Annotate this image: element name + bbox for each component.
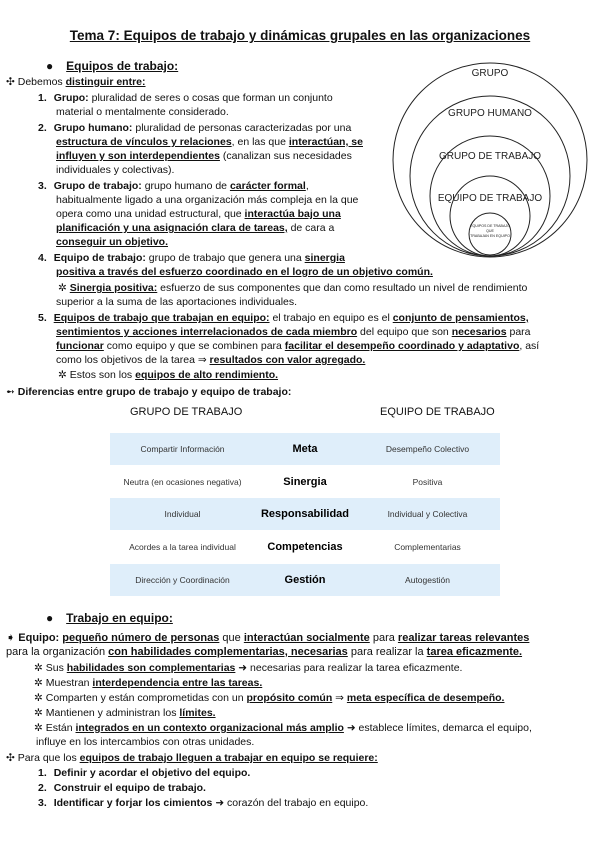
- star-icon: ✲: [58, 369, 67, 381]
- item-emph: resultados con valor agregado.: [209, 354, 366, 366]
- item-term: Equipos de trabajo que trabajan en equipo:: [53, 312, 270, 324]
- item-number: 3.: [38, 180, 47, 192]
- trait-line-3: [34, 692, 504, 705]
- comparison-row: [110, 466, 500, 498]
- definition-text: para la organización: [6, 646, 109, 658]
- requirement-item-text: Definir y acordar el objetivo del equipo.: [53, 767, 251, 779]
- trait-line-2: [34, 677, 262, 690]
- requirement-emph: equipos de trabajo lleguen a trabajar en equipo se requiere:: [79, 752, 378, 764]
- item-text: el trabajo en equipo es el: [269, 312, 393, 324]
- item-emph: conseguir un objetivo.: [56, 236, 169, 248]
- comparison-right-cell: Desempeño Colectivo: [385, 444, 470, 454]
- trait-emph: límites.: [179, 707, 216, 719]
- item-text: , en las que: [231, 136, 289, 148]
- item-3-line-1: [38, 180, 309, 193]
- trait-line-5b: influye en los intercambios con otras unidades.: [36, 736, 255, 748]
- trait-text: ➜ necesarias para realizar la tarea eficazmente.: [235, 662, 463, 674]
- item-text: pluralidad de personas caracterizadas por una: [132, 122, 352, 134]
- circle-label-grupo-humano: GRUPO HUMANO: [448, 108, 532, 119]
- intro-emph: distinguir entre:: [65, 76, 146, 88]
- item-term: Grupo de trabajo:: [53, 180, 142, 192]
- requirement-item-1: [38, 767, 250, 780]
- section2-heading: Trabajo en equipo:: [66, 611, 173, 625]
- requirement-number: 3.: [38, 797, 47, 809]
- comparison-left-cell: Compartir Información: [140, 444, 225, 454]
- cross-bullet-icon: ✣: [6, 76, 15, 88]
- bullet-icon: ●: [46, 611, 54, 625]
- comparison-col-right: EQUIPO DE TRABAJO: [380, 406, 495, 418]
- star-icon: ✲: [34, 722, 43, 734]
- definition-term: Equipo:: [18, 632, 60, 644]
- comparison-mid-cell: Meta: [292, 443, 318, 455]
- trait-emph: interdependencia entre las tareas.: [92, 677, 263, 689]
- comparison-right-cell: Individual y Colectiva: [387, 509, 468, 519]
- item-term: Equipo de trabajo:: [53, 252, 146, 264]
- section-heading-equipos: [46, 60, 178, 74]
- definition-text: para: [369, 632, 398, 644]
- trait-emph: meta específica de desempeño.: [346, 692, 505, 704]
- item-5-line-3: [56, 340, 539, 353]
- intro-line: [6, 76, 146, 89]
- item-4-line-1: [38, 252, 345, 265]
- concentric-circles-diagram: [390, 52, 590, 268]
- item-emph: carácter formal: [229, 180, 306, 192]
- star-icon: ✲: [34, 662, 43, 674]
- section1-heading: Equipos de trabajo:: [66, 59, 179, 73]
- item-text: como los objetivos de la tarea ⇒: [56, 354, 210, 366]
- trait-text: Muestran: [45, 677, 93, 689]
- circle-label-inner-2: QUE: [486, 229, 494, 233]
- comparison-right-cell: Autogestión: [405, 575, 450, 585]
- item-emph: Sinergia positiva:: [69, 282, 158, 294]
- item-text: esfuerzo de sus componentes que dan como resultado un nivel de rendimiento: [157, 282, 528, 294]
- item-emph: interactúan, se: [288, 136, 363, 148]
- item-emph: equipos de alto rendimiento.: [135, 369, 279, 381]
- item-emph: influyen y son interdependientes: [56, 150, 220, 162]
- definition-text: que: [219, 632, 244, 644]
- trait-emph: habilidades son complementarias: [66, 662, 236, 674]
- requirement-text: Para que los: [17, 752, 80, 764]
- comparison-right-cell: Positiva: [412, 477, 443, 487]
- item-number: 4.: [38, 252, 47, 264]
- item-5-line-2: [56, 326, 531, 339]
- comparison-row: [110, 564, 500, 596]
- item-emph: facilitar el desempeño coordinado y adaptativo: [284, 340, 520, 352]
- trait-text: ⇒: [332, 692, 347, 704]
- circle-label-grupo-trabajo: GRUPO DE TRABAJO: [438, 151, 542, 162]
- requirement-item-2: [38, 782, 206, 795]
- item-1-line-1: [38, 92, 333, 105]
- definition-emph: interactúan socialmente: [243, 632, 370, 644]
- cross-bullet-icon: ✣: [6, 752, 15, 764]
- definition-emph: tarea eficazmente.: [426, 646, 523, 658]
- equipo-definition-line-1: [6, 632, 529, 645]
- trait-line-4: [34, 707, 216, 720]
- trait-emph: integrados en un contexto organizacional más amplio: [75, 722, 344, 734]
- item-3-line-2: habitualmente ligado a una organización más compleja en la que: [56, 194, 359, 206]
- item-text: grupo humano de: [141, 180, 230, 192]
- circle-label-grupo: GRUPO: [471, 68, 509, 79]
- item-text: de cara a: [287, 222, 335, 234]
- item-emph: planificación y una asignación clara de tareas,: [56, 222, 288, 234]
- star-icon: ✲: [34, 692, 43, 704]
- item-number: 5.: [38, 312, 47, 324]
- item-text: Estos son los: [69, 369, 136, 381]
- bullet-icon: ●: [46, 59, 54, 73]
- item-term: Grupo:: [53, 92, 89, 104]
- requirement-item-text: Identificar y forjar los cimientos: [53, 797, 213, 809]
- comparison-left-cell: Dirección y Coordinación: [135, 575, 230, 585]
- comparison-row: [110, 498, 500, 530]
- trait-text: Mantienen y administran los: [45, 707, 180, 719]
- comparison-col-left: GRUPO DE TRABAJO: [130, 406, 243, 418]
- item-3-line-4: [56, 222, 334, 235]
- item-2-line-2: [56, 136, 363, 149]
- item-emph: sinergia: [304, 252, 345, 264]
- item-2-line-4: individuales y colectivas).: [56, 164, 175, 176]
- item-emph: sentimientos y acciones interrelacionados de cada miembro: [56, 326, 358, 338]
- definition-text: para realizar la: [347, 646, 427, 658]
- item-4-line-2: [56, 266, 433, 279]
- item-4-sub-line-1: [58, 282, 527, 295]
- item-text: , así: [519, 340, 540, 352]
- requirement-number: 2.: [38, 782, 47, 794]
- trait-text: ➜ establece límites, demarca el equipo,: [343, 722, 532, 734]
- item-5-line-1: [38, 312, 529, 325]
- item-emph: estructura de vínculos y relaciones: [56, 136, 232, 148]
- comparison-left-cell: Acordes a la tarea individual: [129, 542, 236, 552]
- item-emph: funcionar: [56, 340, 104, 352]
- requirement-item-detail: ➜ corazón del trabajo en equipo.: [212, 797, 369, 809]
- trait-text: Están: [45, 722, 76, 734]
- item-text: grupo de trabajo que genera una: [145, 252, 305, 264]
- comparison-right-cell: Complementarias: [394, 542, 461, 552]
- definition-emph: con habilidades complementarias, necesarias: [108, 646, 348, 658]
- comparison-row: [110, 531, 500, 563]
- star-icon: ✲: [34, 707, 43, 719]
- item-number: 1.: [38, 92, 47, 104]
- section-heading-trabajo: [46, 612, 173, 626]
- circle-label-equipo-trabajo: EQUIPO DE TRABAJO: [437, 193, 543, 204]
- comparison-left-cell: Individual: [164, 509, 201, 519]
- requirement-item-text: Construir el equipo de trabajo.: [53, 782, 206, 794]
- definition-emph: realizar tareas relevantes: [397, 632, 530, 644]
- comparison-mid-cell: Competencias: [267, 541, 343, 553]
- item-2-line-3: [56, 150, 352, 163]
- chevron-bullet-icon: ➧: [6, 632, 16, 644]
- item-text: opera como una unidad estructural, que: [56, 208, 245, 220]
- comparison-left-cell: Neutra (en ocasiones negativa): [123, 477, 242, 487]
- item-5-line-4: [56, 354, 365, 367]
- item-text: ,: [305, 180, 309, 192]
- equipo-definition-line-2: [6, 646, 522, 659]
- comparison-row: [110, 433, 500, 465]
- trait-emph: propósito común: [246, 692, 333, 704]
- arrow-icon: ➻: [6, 386, 15, 398]
- item-emph: positiva a través del esfuerzo coordinado en el logro de un objetivo común.: [56, 266, 433, 278]
- item-text: pluralidad de seres o cosas que forman un conjunto: [88, 92, 333, 104]
- trait-line-5: [34, 722, 532, 735]
- item-1-line-2: material o mentalmente considerado.: [56, 106, 229, 118]
- page-title: Tema 7: Equipos de trabajo y dinámicas grupales en las organizaciones: [69, 28, 531, 43]
- star-icon: ✲: [34, 677, 43, 689]
- item-text: del equipo que son: [357, 326, 452, 338]
- item-text: para: [506, 326, 531, 338]
- item-emph: conjunto de pensamientos,: [392, 312, 529, 324]
- item-number: 2.: [38, 122, 47, 134]
- differences-heading: [6, 386, 291, 399]
- requirement-number: 1.: [38, 767, 47, 779]
- comparison-mid-cell: Responsabilidad: [260, 508, 350, 520]
- trait-text: Comparten y están comprometidas con un: [45, 692, 247, 704]
- item-3-line-3: [56, 208, 341, 221]
- item-emph: necesarios: [451, 326, 507, 338]
- differences-text: Diferencias entre grupo de trabajo y equipo de trabajo:: [17, 386, 292, 398]
- requirement-item-3: [38, 797, 368, 810]
- item-4-sub-line-2: superior a la suma de las aportaciones individuales.: [56, 296, 298, 308]
- trait-line-1: [34, 662, 462, 675]
- item-term: Grupo humano:: [53, 122, 133, 134]
- item-text: (canalizan sus necesidades: [219, 150, 352, 162]
- comparison-mid-cell: Gestión: [284, 574, 326, 586]
- star-icon: ✲: [58, 282, 67, 294]
- item-5-sub-line: [58, 369, 278, 382]
- definition-emph: pequeño número de personas: [62, 632, 220, 644]
- comparison-mid-cell: Sinergia: [283, 476, 327, 488]
- circle-label-inner-1: EQUIPOS DE TRABAJO: [470, 224, 510, 228]
- item-2-line-1: [38, 122, 351, 135]
- trait-text: Sus: [45, 662, 67, 674]
- item-emph: interactúa bajo una: [244, 208, 341, 220]
- item-3-line-5: [56, 236, 168, 249]
- circle-label-inner-3: TRABAJAN EN EQUIPO: [470, 234, 510, 238]
- requirement-heading: [6, 752, 378, 765]
- item-text: como equipo y que se combinen para: [103, 340, 285, 352]
- intro-text: Debemos: [17, 76, 66, 88]
